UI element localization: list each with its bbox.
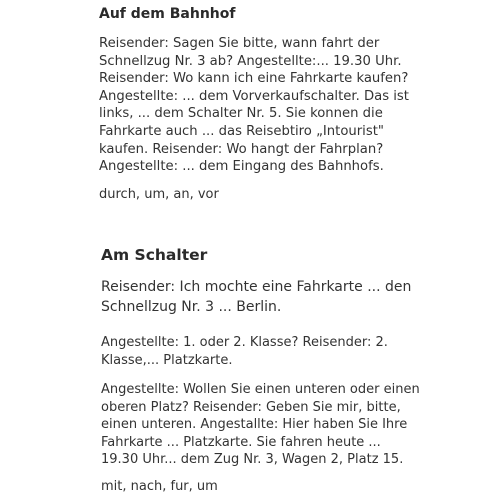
dialogue-text-2: Angestellte: 1. oder 2. Klasse? Reisender: 2. Klasse,... Platzkarte. xyxy=(101,335,388,368)
section-title: Auf dem Bahnhof xyxy=(99,6,236,22)
dialogue-text-1: Reisender: Ich mochte eine Fahrkarte ... den Schnellzug Nr. 3 ... Berlin. xyxy=(101,279,412,315)
dialogue-text: Reisender: Sagen Sie bitte, wann fahrt der Schnellzug Nr. 3 ab? Angestellte:... 19.30 Uhr. Reisender: Wo kann ich eine Fahrkarte kaufen? Angestellte: ... dem Vorverkaufschalter. Das ist links, ... dem Schalter Nr. 5. Sie konnen die Fahrkarte auch ... das Reisebtiro „Intourist" kaufen. Reisender: Wo hangt der Fahrplan? Angestellte: ... dem Eingang des Bahnhofs. xyxy=(99,36,409,175)
dialogue-text-3: Angestellte: Wollen Sie einen unteren oder einen oberen Platz? Reisender: Geben Sie mir, bitte, einen unteren. Angestallte: Hier haben Sie Ihre Fahrkarte ... Platzkarte. Sie fahren heute ... 19.30 Uhr... dem Zug Nr. 3, Wagen 2, Platz 15. xyxy=(101,382,420,468)
word-bank: mit, nach, fur, um xyxy=(101,479,218,494)
section-title: Am Schalter xyxy=(101,246,208,264)
word-bank: durch, um, an, vor xyxy=(99,187,219,202)
